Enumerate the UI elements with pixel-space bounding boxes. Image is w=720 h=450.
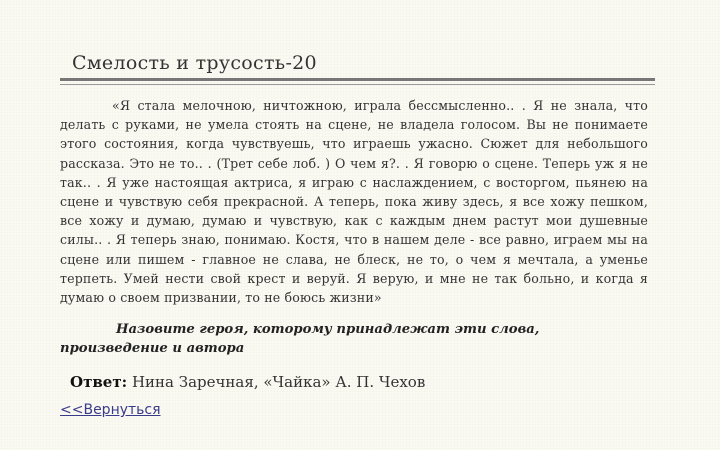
- back-link[interactable]: <<Вернуться: [60, 402, 161, 418]
- quote-text: «Я стала мелочною, ничтожною, играла бессмысленно.. . Я не знала, что делать с руками, не умела стоять на сцене, не владела голосом. Вы не понимаете этого состояния, когда чувствуешь, что играешь ужасно. Сюжет для небольшого рассказа. Это не то.. . (Трет себе лоб. ) О чем я?. . Я говорю о сцене. Теперь уж я не так.. . Я уже настоящая актриса, я играю с наслаждением, с восторгом, пьянею на сцене и чувствую себя прекрасной. А теперь, пока живу здесь, я все хожу пешком, все хожу и думаю, думаю и чувствую, как с каждым днем растут мои душевные силы.. . Я теперь знаю, понимаю. Костя, что в нашем деле - все равно, играем мы на сцене или пишем - главное не слава, не блеск, не то, о чем я мечтала, а уменье терпеть. Умей нести свой крест и веруй. Я верую, и мне не так больно, и когда я думаю о своем призвании, то не боюсь жизни»: [60, 98, 648, 306]
- page-title: Смелость и трусость-20: [72, 52, 317, 74]
- title-divider: [60, 78, 655, 81]
- answer-line: [70, 373, 425, 391]
- answer-value: Нина Заречная, «Чайка» А. П. Чехов: [131, 373, 426, 391]
- answer-label: Ответ:: [70, 373, 128, 391]
- question-text: Назовите героя, которому принадлежат эти слова, произведение и автора: [60, 322, 540, 356]
- title-divider-thin: [60, 84, 655, 85]
